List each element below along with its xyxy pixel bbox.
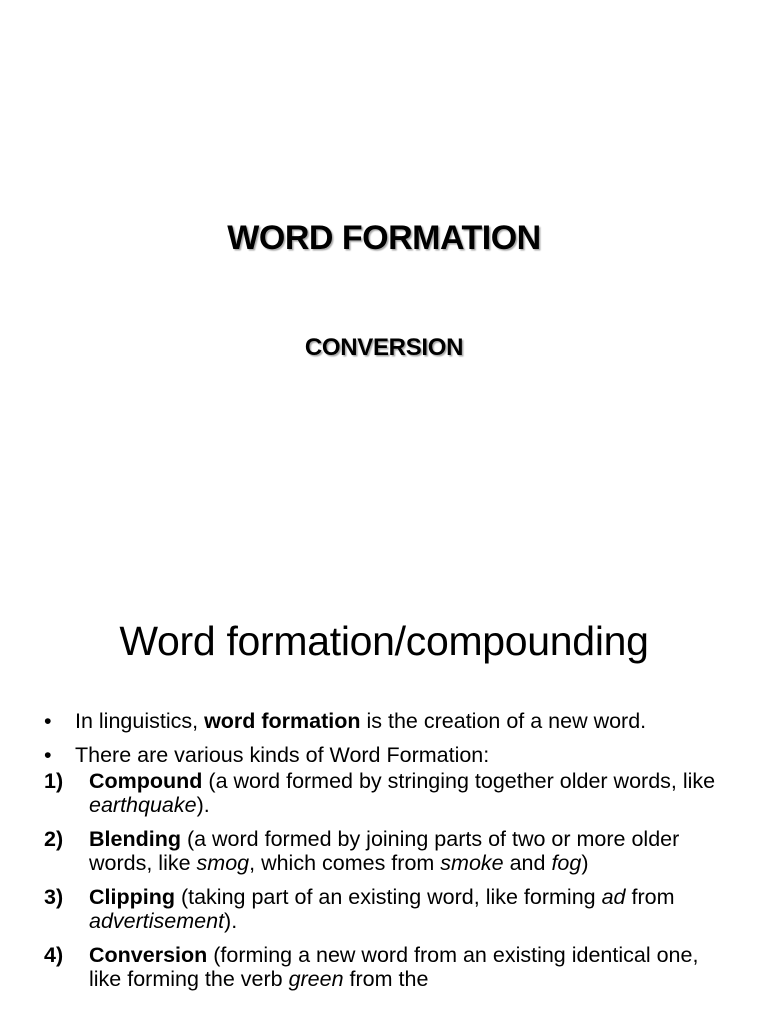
- numbered-item-conversion: [44, 943, 734, 991]
- bullet-item: [44, 743, 734, 767]
- term: Conversion: [89, 943, 208, 967]
- numbered-item-blending: [44, 827, 734, 875]
- example: earthquake: [89, 793, 197, 817]
- description: ).: [224, 909, 238, 933]
- term: Clipping: [89, 885, 175, 909]
- bullet-marker: •: [44, 743, 52, 767]
- numbered-item-compound: [44, 769, 734, 817]
- bullet-marker: •: [44, 709, 52, 733]
- example: green: [288, 967, 344, 991]
- example: advertisement: [89, 909, 225, 933]
- number-marker: 3): [44, 885, 64, 909]
- description: ): [581, 851, 589, 875]
- term: Blending: [89, 827, 181, 851]
- content-slide-title: Word formation/compounding: [119, 618, 649, 664]
- description: from: [625, 885, 675, 909]
- numbered-item-clipping: [44, 885, 734, 933]
- bullet-text: There are various kinds of Word Formation:: [75, 743, 490, 767]
- example: ad: [601, 885, 626, 909]
- bullet-item: [44, 709, 734, 733]
- slide-subtitle: CONVERSION: [304, 334, 464, 361]
- bold-term: word formation: [204, 709, 361, 733]
- bullet-list: [44, 709, 734, 1001]
- description: from the: [343, 967, 429, 991]
- description: ).: [196, 793, 210, 817]
- bullet-text: In linguistics,: [75, 709, 205, 733]
- description: (taking part of an existing word, like forming: [174, 885, 602, 909]
- description: and: [503, 851, 552, 875]
- content-slide: [0, 576, 768, 1024]
- number-marker: 1): [44, 769, 64, 793]
- number-marker: 2): [44, 827, 64, 851]
- number-marker: 4): [44, 943, 64, 967]
- description: (a word formed by joining parts of two or more older words, like: [89, 827, 680, 875]
- term: Compound: [89, 769, 203, 793]
- example: smoke: [440, 851, 504, 875]
- slide-title: WORD FORMATION: [227, 219, 541, 257]
- description: , which comes from: [249, 851, 441, 875]
- bullet-text: is the creation of a new word.: [360, 709, 647, 733]
- example: fog: [551, 851, 582, 875]
- example: smog: [196, 851, 250, 875]
- description: (forming a new word from an existing identical one, like forming the verb: [89, 943, 699, 991]
- description: (a word formed by stringing together older words, like: [202, 769, 716, 793]
